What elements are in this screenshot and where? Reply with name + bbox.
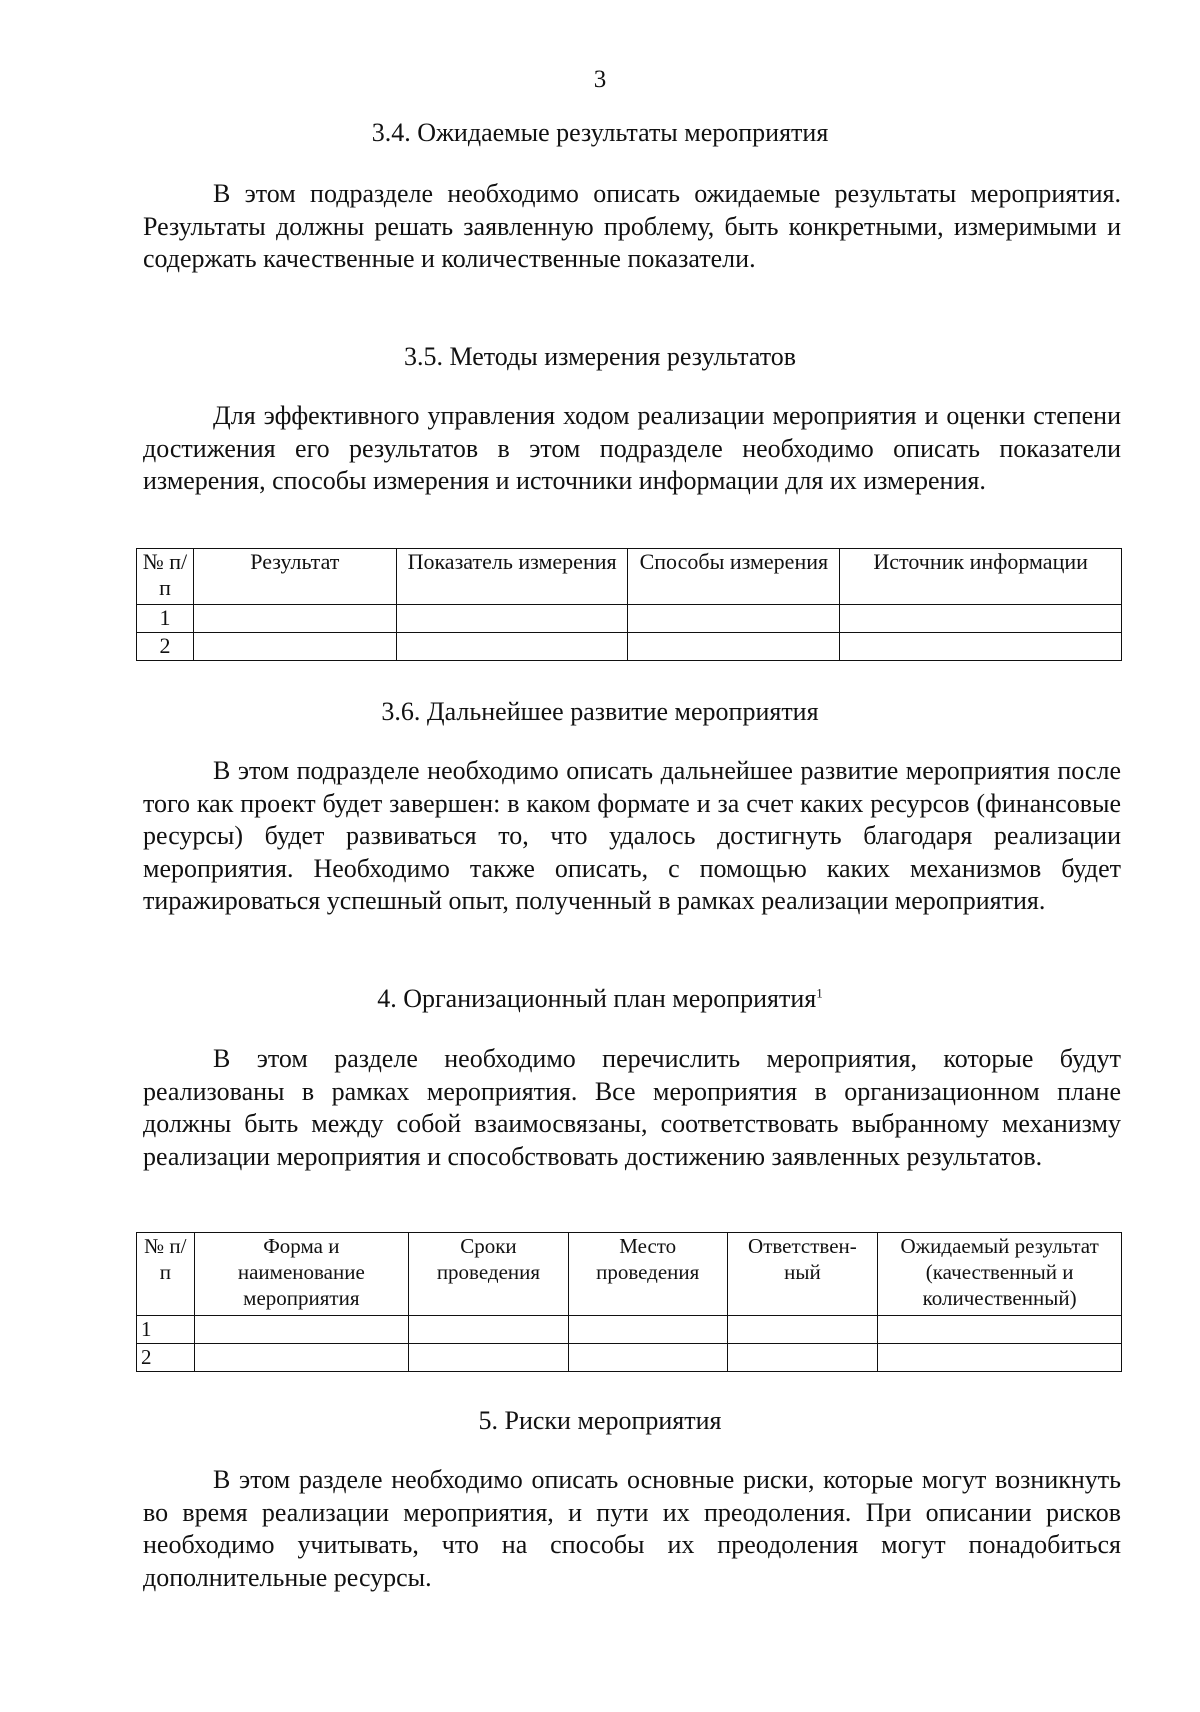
table-cell (628, 605, 840, 633)
table-header-cell: Способы измерения (628, 549, 840, 605)
table-cell (193, 633, 396, 661)
table-row (137, 633, 1122, 661)
section-3-6-text: В этом подразделе необходимо описать дальнейшее развитие мероприятия после того как проект будет завершен: в каком формате и за счет каких ресурсов (финансовые ресурсы) будет развиваться то, что удалось достигнуть благодаря реализации мероприятия. Необходимо также описать, с помощью каких механизмов будет тиражироваться успешный опыт, полученный в рамках реализации мероприятия. (143, 756, 1121, 915)
table-row (137, 1316, 1122, 1344)
table-cell (628, 633, 840, 661)
section-3-5-text: Для эффективного управления ходом реализации мероприятия и оценки степени достижения его результатов в этом подразделе необходимо описать показатели измерения, способы измерения и источники информации для их измерения. (143, 401, 1121, 495)
table-header-cell: Сроки проведения (409, 1233, 569, 1316)
table-header-cell: Место проведения (568, 1233, 727, 1316)
section-3-6-heading: 3.6. Дальнейшее развитие мероприятия (381, 697, 819, 726)
table-cell (727, 1316, 878, 1344)
table-header-cell: Результат (193, 549, 396, 605)
table-cell (840, 633, 1122, 661)
table-cell (878, 1316, 1122, 1344)
measurement-methods-table (136, 548, 1122, 661)
footnote-mark: 1 (816, 985, 823, 1001)
section-3-4-text: В этом подразделе необходимо описать ожидаемые результаты мероприятия. Результаты должны решать заявленную проблему, быть конкретными, измеримыми и содержать качественные и количественные показатели. (143, 179, 1121, 273)
table-header-cell: Форма и наименование мероприятия (194, 1233, 408, 1316)
table-header-row (137, 1233, 1122, 1316)
organizational-plan-table (136, 1232, 1122, 1372)
table-cell (727, 1344, 878, 1372)
table-cell: 2 (137, 633, 194, 661)
section-4-heading (0, 984, 1200, 1014)
table-header-cell: № п/п (137, 549, 194, 605)
section-5-text: В этом разделе необходимо описать основные риски, которые могут возникнуть во время реализации мероприятия, и пути их преодоления. При описании рисков необходимо учитывать, что на способы их преодоления могут понадобиться дополнительные ресурсы. (143, 1465, 1121, 1592)
table-cell: 2 (137, 1344, 195, 1372)
table-cell (409, 1316, 569, 1344)
table-header-cell: № п/п (137, 1233, 195, 1316)
page-number: 3 (593, 66, 607, 93)
table-cell (878, 1344, 1122, 1372)
section-3-4-heading: 3.4. Ожидаемые результаты мероприятия (371, 118, 829, 147)
section-3-5-heading: 3.5. Методы измерения результатов (403, 342, 797, 371)
table-cell (396, 633, 628, 661)
table-cell (396, 605, 628, 633)
section-4-text: В этом разделе необходимо перечислить мероприятия, которые будут реализованы в рамках мероприятия. Все мероприятия в организационном плане должны быть между собой взаимосвязаны, соответствовать выбранному механизму реализации мероприятия и способствовать достижению заявленных результатов. (143, 1044, 1121, 1171)
table-cell (409, 1344, 569, 1372)
table-header-cell: Ожидаемый результат (качественный и количественный) (878, 1233, 1122, 1316)
table-cell (193, 605, 396, 633)
table-cell (568, 1316, 727, 1344)
table-header-row (137, 549, 1122, 605)
table-cell (568, 1344, 727, 1372)
table-cell (840, 605, 1122, 633)
table-row (137, 1344, 1122, 1372)
table-header-cell: Ответствен-ный (727, 1233, 878, 1316)
table-row (137, 605, 1122, 633)
table-cell (194, 1316, 408, 1344)
table-cell: 1 (137, 1316, 195, 1344)
table-header-cell: Показатель измерения (396, 549, 628, 605)
table-cell: 1 (137, 605, 194, 633)
table-cell (194, 1344, 408, 1372)
section-4-heading-text: 4. Организационный план мероприятия (377, 984, 817, 1013)
table-header-cell: Источник информации (840, 549, 1122, 605)
section-5-heading: 5. Риски мероприятия (478, 1406, 722, 1435)
